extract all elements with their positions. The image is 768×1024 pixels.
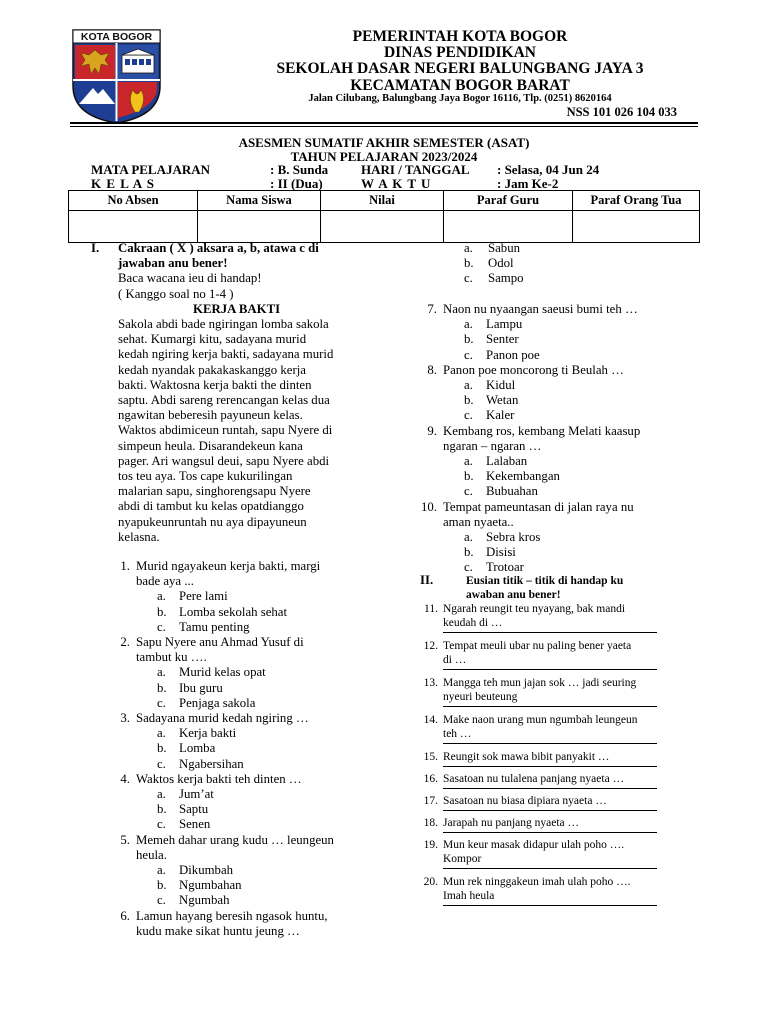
- answer-option[interactable]: [418, 378, 640, 393]
- answer-option[interactable]: [112, 787, 334, 802]
- question-line: [112, 650, 334, 665]
- answer-option[interactable]: [464, 241, 524, 256]
- question-line: [418, 424, 640, 439]
- header-divider-thin: [70, 126, 698, 127]
- question-line: [112, 909, 334, 924]
- answer-line[interactable]: [443, 786, 657, 789]
- answer-option[interactable]: [112, 741, 334, 756]
- answer-option[interactable]: [112, 605, 334, 620]
- option-letter: c.: [157, 756, 166, 771]
- section-2-instruction: Eusian titik – titik di handap ku: [466, 575, 624, 587]
- fill-question: [418, 838, 657, 869]
- fill-question: [418, 772, 657, 789]
- option-letter: c.: [157, 817, 166, 832]
- answer-option[interactable]: [418, 408, 640, 423]
- question-text: heula.: [136, 847, 167, 862]
- answer-option[interactable]: [418, 348, 640, 363]
- answer-option[interactable]: [112, 863, 334, 878]
- option-text: Dikumbah: [179, 863, 234, 878]
- question-text: Memeh dahar urang kudu … leungeun: [136, 832, 334, 847]
- question-line: [418, 713, 657, 727]
- question-text: teh …: [443, 728, 472, 740]
- question-item: [418, 500, 640, 576]
- subject-label: MATA PELAJARAN: [91, 162, 211, 177]
- option-text: Kekembangan: [486, 469, 560, 484]
- option-letter: a.: [157, 589, 166, 604]
- passage-line: abdi di tambut ku kelas opatdianggo: [118, 499, 304, 514]
- option-text: Ngumbah: [179, 893, 230, 908]
- option-text: Kerja bakti: [179, 726, 237, 741]
- fill-question: [418, 750, 657, 767]
- answer-option[interactable]: [112, 878, 334, 893]
- option-letter: b.: [157, 741, 167, 756]
- question-number: 4.: [120, 771, 130, 786]
- option-letter: b.: [464, 393, 474, 408]
- answer-line[interactable]: [443, 830, 657, 833]
- question-text: di …: [443, 654, 467, 666]
- passage-line: kedah nyandak pakakaskanggo kerja: [118, 362, 306, 377]
- fill-question: [418, 794, 657, 811]
- paraf-orang-tua-cell[interactable]: [573, 211, 700, 243]
- question-6-options: [464, 241, 524, 287]
- passage-line: bakti. Waktosna kerja bakti the dinten: [118, 377, 312, 392]
- question-number: 16.: [423, 773, 438, 785]
- passage-line: kelasna.: [118, 529, 160, 544]
- header-divider: [70, 122, 698, 124]
- fill-question: [418, 875, 657, 906]
- option-letter: b.: [464, 545, 474, 560]
- answer-line[interactable]: [443, 704, 657, 707]
- question-text: nyeuri beuteung: [443, 691, 518, 703]
- passage-text: [118, 317, 333, 545]
- answer-line[interactable]: [443, 808, 657, 811]
- question-line: [418, 439, 640, 454]
- option-letter: b.: [157, 604, 167, 619]
- question-line: [418, 852, 657, 866]
- answer-option[interactable]: [418, 454, 640, 469]
- option-letter: a.: [464, 530, 473, 545]
- question-number: 1.: [120, 559, 130, 573]
- question-line: [418, 515, 640, 530]
- question-number: 15.: [423, 751, 438, 763]
- question-line: [418, 889, 657, 903]
- answer-option[interactable]: [112, 893, 334, 908]
- option-text: Trotoar: [486, 560, 524, 575]
- passage-line: tos teu aya. Tos cape kukurilingan: [118, 469, 293, 484]
- option-text: Kaler: [486, 408, 515, 423]
- question-number: 7.: [427, 302, 437, 316]
- fill-question: [418, 676, 657, 707]
- question-text: Lamun hayang beresih ngasok huntu,: [136, 908, 328, 923]
- question-item: [112, 833, 334, 909]
- passage-line: simpeun heula. Disarandekeun kana: [118, 438, 303, 453]
- section-1-instruction-cont: jawaban anu bener!: [118, 256, 228, 271]
- option-letter: b.: [157, 802, 167, 817]
- answer-option[interactable]: [112, 757, 334, 772]
- option-text: Jum’at: [179, 787, 214, 802]
- question-item: [112, 635, 334, 711]
- fill-question: [418, 713, 657, 744]
- option-text: Lomba: [179, 741, 216, 756]
- question-line: [418, 616, 657, 630]
- option-letter: c.: [157, 695, 166, 710]
- question-number: 6.: [120, 908, 130, 923]
- question-line: [112, 772, 334, 787]
- col-header-nilai: Nilai: [321, 191, 444, 211]
- question-number: 17.: [423, 795, 438, 807]
- option-text: Lalaban: [486, 454, 528, 469]
- question-text: Kompor: [443, 853, 482, 865]
- answer-option[interactable]: [112, 696, 334, 711]
- question-line: [418, 639, 657, 653]
- question-text: Reungit sok mawa bibit panyakit …: [443, 751, 610, 763]
- answer-option[interactable]: [112, 726, 334, 741]
- question-item: [418, 424, 640, 500]
- option-text: Wetan: [486, 393, 519, 408]
- passage-line: saptu. Abdi sareng rerencangan kelas dua: [118, 393, 330, 408]
- answer-line[interactable]: [443, 667, 657, 670]
- subject-value: : B. Sunda: [270, 162, 329, 177]
- question-text: aman nyaeta..: [443, 514, 514, 529]
- question-text: Waktos kerja bakti teh dinten …: [136, 771, 302, 786]
- answer-option[interactable]: [112, 681, 334, 696]
- question-text: bade aya ...: [136, 574, 194, 589]
- option-letter: b.: [157, 878, 167, 893]
- option-text: Sabun: [488, 241, 520, 255]
- passage-line: sehat. Kumargi kitu, sadayana murid: [118, 332, 307, 347]
- option-text: Saptu: [179, 802, 209, 817]
- question-line: [418, 653, 657, 667]
- question-text: ngaran – ngaran …: [443, 438, 542, 453]
- class-label: K E L A S: [91, 176, 155, 191]
- question-text: Ngarah reungit teu nyayang, bak mandi: [443, 603, 626, 615]
- option-letter: a.: [464, 317, 473, 332]
- answer-option[interactable]: [418, 484, 640, 499]
- question-text: Jarapah nu panjang nyaeta …: [443, 817, 580, 829]
- question-number: 11.: [424, 603, 438, 615]
- answer-line[interactable]: [443, 741, 657, 744]
- question-text: Sadayana murid kedah ngiring …: [136, 711, 309, 726]
- question-line: [112, 848, 334, 863]
- question-text: kudu make sikat huntu jeung …: [136, 923, 300, 938]
- question-text: Imah heula: [443, 890, 495, 902]
- question-number: 10.: [421, 499, 437, 514]
- option-letter: c.: [464, 484, 473, 499]
- question-line: [418, 838, 657, 852]
- option-text: Ngumbahan: [179, 878, 242, 893]
- answer-option[interactable]: [418, 317, 640, 332]
- section-2-block: [466, 574, 623, 602]
- answer-option[interactable]: [418, 469, 640, 484]
- option-letter: c.: [464, 271, 473, 286]
- answer-option[interactable]: [418, 530, 640, 545]
- question-text: Tempat pameuntasan di jalan raya nu: [443, 499, 634, 514]
- option-letter: a.: [157, 787, 166, 802]
- kota-bogor-emblem: [71, 28, 162, 124]
- nilai-cell[interactable]: [321, 211, 444, 243]
- option-text: Lomba sekolah sehat: [179, 604, 288, 619]
- option-letter: b.: [464, 332, 474, 347]
- question-number: 9.: [427, 423, 437, 438]
- question-text: Tempat meuli ubar nu paling bener yaeta: [443, 640, 632, 652]
- question-text: Panon poe moncorong ti Beulah …: [443, 362, 624, 377]
- question-item: [418, 302, 640, 363]
- option-letter: a.: [157, 726, 166, 741]
- option-text: Panon poe: [486, 347, 540, 362]
- option-letter: c.: [464, 560, 473, 575]
- option-letter: b.: [464, 256, 474, 271]
- class-value: : II (Dua): [270, 176, 323, 191]
- question-item: [112, 711, 334, 772]
- col-header-nama-siswa: Nama Siswa: [198, 191, 321, 211]
- answer-option[interactable]: [418, 393, 640, 408]
- question-text: Sasatoan nu biasa dipiara nyaeta …: [443, 795, 607, 807]
- option-text: Tamu penting: [179, 619, 250, 634]
- option-text: Disisi: [486, 545, 516, 560]
- question-number: 13.: [423, 677, 438, 689]
- exam-title: ASESMEN SUMATIF AKHIR SEMESTER (ASAT): [238, 135, 530, 150]
- col-header-paraf-orang-tua: Paraf Orang Tua: [573, 191, 700, 211]
- question-line: [112, 711, 334, 726]
- questions-right-column: [418, 302, 640, 576]
- question-number: 5.: [120, 832, 130, 847]
- option-letter: a.: [157, 863, 166, 878]
- passage-line: Waktos abdimiceun runtah, sapu Nyere di: [118, 423, 333, 438]
- header-line-3: SEKOLAH DASAR NEGERI BALUNGBANG JAYA 3: [276, 60, 644, 77]
- question-item: [112, 559, 334, 635]
- score-table: [68, 190, 700, 243]
- question-number: 2.: [120, 635, 130, 650]
- question-line: [418, 690, 657, 704]
- answer-option[interactable]: [112, 802, 334, 817]
- option-text: Pere lami: [179, 589, 228, 604]
- logo-text: KOTA BOGOR: [80, 31, 153, 43]
- answer-option[interactable]: [418, 545, 640, 560]
- question-text: keudah di …: [443, 617, 503, 629]
- passage-line: kedah ngiring kerja bakti, sadayana murid: [118, 347, 334, 362]
- option-text: Sebra kros: [486, 530, 541, 545]
- option-text: Ibu guru: [179, 680, 223, 695]
- nss-number: NSS 101 026 104 033: [566, 105, 677, 119]
- question-text: Murid ngayakeun kerja bakti, margi: [136, 559, 321, 573]
- option-text: Senen: [179, 817, 211, 832]
- question-line: [418, 772, 657, 786]
- question-line: [418, 727, 657, 741]
- question-line: [418, 363, 640, 378]
- option-text: Penjaga sakola: [179, 695, 256, 710]
- answer-option[interactable]: [112, 817, 334, 832]
- question-text: Naon nu nyaangan saeusi bumi teh …: [443, 302, 638, 316]
- question-number: 19.: [423, 839, 438, 851]
- option-letter: a.: [464, 454, 473, 469]
- option-letter: a.: [157, 665, 166, 680]
- passage-line: nyapukeunruntah nu aya dipayuneun: [118, 514, 307, 529]
- question-text: tambut ku ….: [136, 650, 207, 665]
- question-item: [418, 363, 640, 424]
- question-number: 8.: [427, 362, 437, 377]
- question-text: Kembang ros, kembang Melati kaasup: [443, 423, 641, 438]
- option-text: Senter: [486, 332, 519, 347]
- passage-line: malarian sapu, singhorengsapu Nyere: [118, 484, 311, 499]
- question-text: Mun rek ninggakeun imah ulah poho ….: [443, 876, 631, 888]
- time-value: : Jam Ke-2: [497, 176, 559, 191]
- question-text: Mangga teh mun jajan sok … jadi seuring: [443, 677, 637, 689]
- section-2-numeral: II.: [420, 573, 434, 587]
- fill-question: [418, 639, 657, 670]
- answer-option[interactable]: [112, 665, 334, 680]
- question-line: [112, 635, 334, 650]
- answer-line[interactable]: [443, 866, 657, 869]
- question-line: [112, 833, 334, 848]
- section-2-instruction-cont: awaban anu bener!: [466, 589, 561, 601]
- option-letter: c.: [157, 893, 166, 908]
- question-line: [112, 924, 334, 939]
- question-text: Sasatoan nu tulalena panjang nyaeta …: [443, 773, 625, 785]
- option-text: Bubuahan: [486, 484, 538, 499]
- option-text: Ngabersihan: [179, 756, 244, 771]
- no-absen-cell[interactable]: [69, 211, 198, 243]
- fill-question: [418, 816, 657, 833]
- reading-instruction: Baca wacana ieu di handap!: [118, 271, 262, 286]
- date-value: : Selasa, 04 Jun 24: [497, 162, 600, 177]
- answer-option[interactable]: [112, 620, 334, 635]
- option-letter: c.: [464, 347, 473, 362]
- header-line-4: KECAMATAN BOGOR BARAT: [350, 77, 570, 94]
- section-1-numeral: I.: [91, 241, 100, 255]
- question-line: [418, 302, 640, 317]
- question-line: [418, 676, 657, 690]
- questions-left-column: [112, 559, 334, 939]
- school-address: Jalan Cilubang, Balungbang Jaya Bogor 16116, Tlp. (0251) 8620164: [308, 93, 612, 104]
- answer-option[interactable]: [464, 256, 524, 271]
- passage-line: ngawitan beberesih payuneun kelas.: [118, 408, 303, 423]
- answer-option[interactable]: [418, 332, 640, 347]
- section-1-block: [118, 241, 333, 545]
- time-label: W A K T U: [361, 176, 432, 191]
- question-text: Sapu Nyere anu Ahmad Yusuf di: [136, 635, 304, 650]
- question-line: [112, 574, 334, 589]
- question-line: [418, 602, 657, 616]
- fill-question: [418, 602, 657, 633]
- question-line: [418, 750, 657, 764]
- question-line: [112, 559, 334, 574]
- option-text: Lampu: [486, 317, 523, 332]
- question-text: Mun keur masak didapur ulah poho ….: [443, 839, 625, 851]
- question-number: 20.: [423, 876, 438, 888]
- option-text: Kidul: [486, 378, 516, 393]
- nama-siswa-cell[interactable]: [198, 211, 321, 243]
- option-letter: c.: [464, 408, 473, 423]
- option-letter: a.: [464, 378, 473, 393]
- exam-year: TAHUN PELAJARAN 2023/2024: [290, 149, 478, 164]
- question-text: Make naon urang mun ngumbah leungeun: [443, 714, 638, 726]
- date-label: HARI / TANGGAL: [361, 162, 470, 177]
- question-number: 12.: [423, 640, 438, 652]
- option-letter: a.: [464, 241, 473, 255]
- question-line: [418, 794, 657, 808]
- question-line: [418, 500, 640, 515]
- question-item: [112, 772, 334, 833]
- paraf-guru-cell[interactable]: [444, 211, 573, 243]
- passage-title: KERJA BAKTI: [193, 301, 281, 316]
- reading-range: ( Kanggo soal no 1-4 ): [118, 286, 234, 301]
- section-1-instruction: Cakraan ( X ) aksara a, b, atawa c di: [118, 241, 319, 255]
- passage-line: Sakola abdi bade ngiringan lomba sakola: [118, 317, 329, 332]
- answer-option[interactable]: [464, 271, 524, 286]
- col-header-paraf-guru: Paraf Guru: [444, 191, 573, 211]
- option-letter: c.: [157, 619, 166, 634]
- question-number: 14.: [423, 714, 438, 726]
- option-text: Murid kelas opat: [179, 665, 266, 680]
- answer-option[interactable]: [112, 589, 334, 604]
- option-text: Sampo: [488, 271, 524, 286]
- question-number: 3.: [120, 711, 130, 726]
- option-text: Odol: [488, 256, 514, 271]
- answer-line[interactable]: [443, 764, 657, 767]
- passage-line: pager. Ari wangsul deui, sapu Nyere abdi: [118, 453, 330, 468]
- header-line-1: PEMERINTAH KOTA BOGOR: [352, 28, 568, 45]
- answer-line[interactable]: [443, 630, 657, 633]
- question-number: 18.: [423, 817, 438, 829]
- question-line: [418, 816, 657, 830]
- fill-in-questions: [418, 602, 657, 912]
- answer-line[interactable]: [443, 903, 657, 906]
- question-item: [112, 909, 334, 939]
- option-letter: b.: [464, 469, 474, 484]
- question-line: [418, 875, 657, 889]
- col-header-no-absen: No Absen: [69, 191, 198, 211]
- header-line-2: DINAS PENDIDIKAN: [383, 44, 536, 61]
- option-letter: b.: [157, 680, 167, 695]
